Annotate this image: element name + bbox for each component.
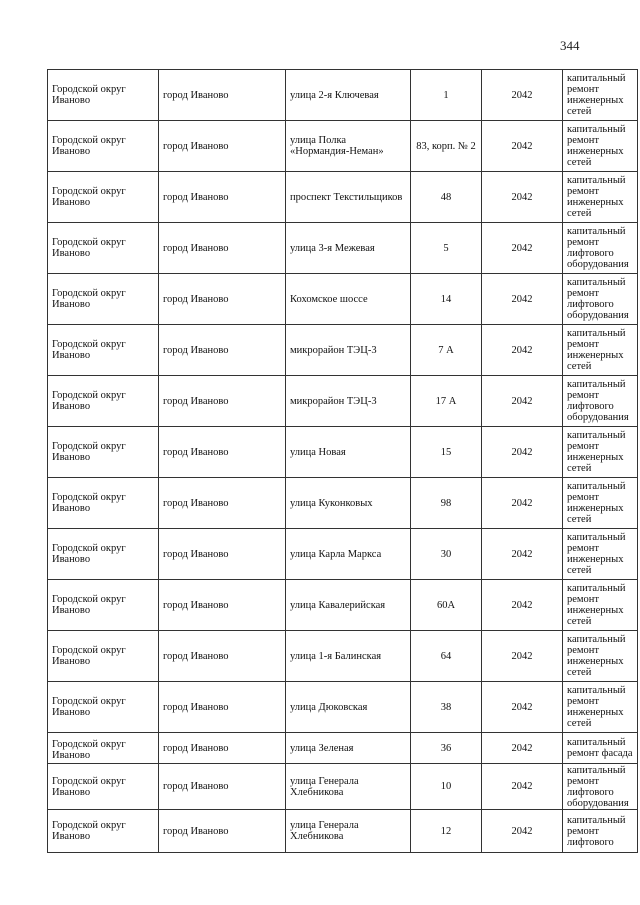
cell-work: капитальный ремонт лифтового оборудования bbox=[563, 223, 638, 274]
cell-house: 5 bbox=[411, 223, 482, 274]
cell-okrug: Городской округ Иваново bbox=[48, 223, 159, 274]
cell-year: 2042 bbox=[482, 223, 563, 274]
cell-house: 83, корп. № 2 bbox=[411, 121, 482, 172]
cell-street: улица 3-я Межевая bbox=[286, 223, 411, 274]
cell-house: 48 bbox=[411, 172, 482, 223]
table-row bbox=[48, 478, 638, 529]
cell-work: капитальный ремонт инженерных сетей bbox=[563, 529, 638, 580]
cell-year: 2042 bbox=[482, 478, 563, 529]
cell-work: капитальный ремонт инженерных сетей bbox=[563, 682, 638, 733]
cell-year: 2042 bbox=[482, 682, 563, 733]
cell-year: 2042 bbox=[482, 376, 563, 427]
cell-street: улица Генерала Хлебникова bbox=[286, 810, 411, 853]
cell-year: 2042 bbox=[482, 325, 563, 376]
cell-house: 12 bbox=[411, 810, 482, 853]
table-row bbox=[48, 376, 638, 427]
cell-okrug: Городской округ Иваново bbox=[48, 478, 159, 529]
cell-work: капитальный ремонт лифтового оборудования bbox=[563, 274, 638, 325]
cell-gorod: город Иваново bbox=[159, 529, 286, 580]
cell-house: 7 А bbox=[411, 325, 482, 376]
cell-work: капитальный ремонт лифтового оборудования bbox=[563, 376, 638, 427]
cell-house: 98 bbox=[411, 478, 482, 529]
cell-okrug: Городской округ Иваново bbox=[48, 427, 159, 478]
cell-okrug: Городской округ Иваново bbox=[48, 376, 159, 427]
cell-okrug: Городской округ Иваново bbox=[48, 733, 159, 764]
cell-year: 2042 bbox=[482, 172, 563, 223]
cell-year: 2042 bbox=[482, 529, 563, 580]
cell-okrug: Городской округ Иваново bbox=[48, 580, 159, 631]
table-row bbox=[48, 274, 638, 325]
cell-okrug: Городской округ Иваново bbox=[48, 325, 159, 376]
cell-year: 2042 bbox=[482, 427, 563, 478]
table-row bbox=[48, 764, 638, 810]
cell-house: 64 bbox=[411, 631, 482, 682]
cell-gorod: город Иваново bbox=[159, 223, 286, 274]
cell-house: 36 bbox=[411, 733, 482, 764]
cell-year: 2042 bbox=[482, 764, 563, 810]
cell-okrug: Городской округ Иваново bbox=[48, 529, 159, 580]
cell-work: капитальный ремонт инженерных сетей bbox=[563, 427, 638, 478]
cell-year: 2042 bbox=[482, 121, 563, 172]
cell-okrug: Городской округ Иваново bbox=[48, 172, 159, 223]
cell-year: 2042 bbox=[482, 274, 563, 325]
cell-year: 2042 bbox=[482, 580, 563, 631]
cell-street: улица Дюковская bbox=[286, 682, 411, 733]
cell-gorod: город Иваново bbox=[159, 325, 286, 376]
cell-street: улица 2-я Ключевая bbox=[286, 70, 411, 121]
cell-year: 2042 bbox=[482, 631, 563, 682]
table-row bbox=[48, 427, 638, 478]
cell-work: капитальный ремонт инженерных сетей bbox=[563, 478, 638, 529]
cell-street: улица 1-я Балинская bbox=[286, 631, 411, 682]
table-row bbox=[48, 810, 638, 853]
table-row bbox=[48, 631, 638, 682]
cell-work: капитальный ремонт инженерных сетей bbox=[563, 580, 638, 631]
cell-gorod: город Иваново bbox=[159, 376, 286, 427]
cell-gorod: город Иваново bbox=[159, 427, 286, 478]
table-body bbox=[48, 70, 638, 853]
page-number: 344 bbox=[560, 38, 580, 53]
repair-schedule-table bbox=[47, 69, 638, 853]
cell-street: улица Карла Маркса bbox=[286, 529, 411, 580]
cell-street: улица Зеленая bbox=[286, 733, 411, 764]
cell-gorod: город Иваново bbox=[159, 121, 286, 172]
table-row bbox=[48, 529, 638, 580]
cell-okrug: Городской округ Иваново bbox=[48, 274, 159, 325]
cell-house: 60А bbox=[411, 580, 482, 631]
cell-okrug: Городской округ Иваново bbox=[48, 810, 159, 853]
cell-gorod: город Иваново bbox=[159, 172, 286, 223]
table-row bbox=[48, 70, 638, 121]
cell-house: 10 bbox=[411, 764, 482, 810]
cell-gorod: город Иваново bbox=[159, 733, 286, 764]
cell-work: капитальный ремонт инженерных сетей bbox=[563, 172, 638, 223]
cell-okrug: Городской округ Иваново bbox=[48, 121, 159, 172]
cell-gorod: город Иваново bbox=[159, 274, 286, 325]
cell-house: 38 bbox=[411, 682, 482, 733]
cell-gorod: город Иваново bbox=[159, 478, 286, 529]
cell-gorod: город Иваново bbox=[159, 631, 286, 682]
cell-work: капитальный ремонт инженерных сетей bbox=[563, 631, 638, 682]
cell-house: 14 bbox=[411, 274, 482, 325]
cell-okrug: Городской округ Иваново bbox=[48, 70, 159, 121]
cell-house: 17 А bbox=[411, 376, 482, 427]
table-row bbox=[48, 580, 638, 631]
table-row bbox=[48, 223, 638, 274]
cell-year: 2042 bbox=[482, 733, 563, 764]
cell-work: капитальный ремонт инженерных сетей bbox=[563, 70, 638, 121]
table-row bbox=[48, 172, 638, 223]
table-row bbox=[48, 325, 638, 376]
cell-street: проспект Текстильщиков bbox=[286, 172, 411, 223]
table-row bbox=[48, 733, 638, 764]
cell-work: капитальный ремонт инженерных сетей bbox=[563, 325, 638, 376]
cell-gorod: город Иваново bbox=[159, 764, 286, 810]
cell-street: микрорайон ТЭЦ-3 bbox=[286, 325, 411, 376]
cell-house: 1 bbox=[411, 70, 482, 121]
cell-street: улица Куконковых bbox=[286, 478, 411, 529]
cell-okrug: Городской округ Иваново bbox=[48, 764, 159, 810]
table-row bbox=[48, 682, 638, 733]
cell-gorod: город Иваново bbox=[159, 70, 286, 121]
cell-okrug: Городской округ Иваново bbox=[48, 631, 159, 682]
table-row bbox=[48, 121, 638, 172]
cell-street: Кохомское шоссе bbox=[286, 274, 411, 325]
cell-house: 30 bbox=[411, 529, 482, 580]
cell-work: капитальный ремонт лифтового оборудования bbox=[563, 764, 638, 810]
cell-gorod: город Иваново bbox=[159, 580, 286, 631]
cell-street: микрорайон ТЭЦ-3 bbox=[286, 376, 411, 427]
cell-gorod: город Иваново bbox=[159, 682, 286, 733]
cell-street: улица Полка «Нормандия-Неман» bbox=[286, 121, 411, 172]
cell-street: улица Новая bbox=[286, 427, 411, 478]
cell-okrug: Городской округ Иваново bbox=[48, 682, 159, 733]
cell-work: капитальный ремонт инженерных сетей bbox=[563, 121, 638, 172]
cell-gorod: город Иваново bbox=[159, 810, 286, 853]
cell-year: 2042 bbox=[482, 70, 563, 121]
cell-work: капитальный ремонт лифтового bbox=[563, 810, 638, 853]
cell-work: капитальный ремонт фасада bbox=[563, 733, 638, 764]
cell-year: 2042 bbox=[482, 810, 563, 853]
cell-street: улица Кавалерийская bbox=[286, 580, 411, 631]
cell-street: улица Генерала Хлебникова bbox=[286, 764, 411, 810]
cell-house: 15 bbox=[411, 427, 482, 478]
